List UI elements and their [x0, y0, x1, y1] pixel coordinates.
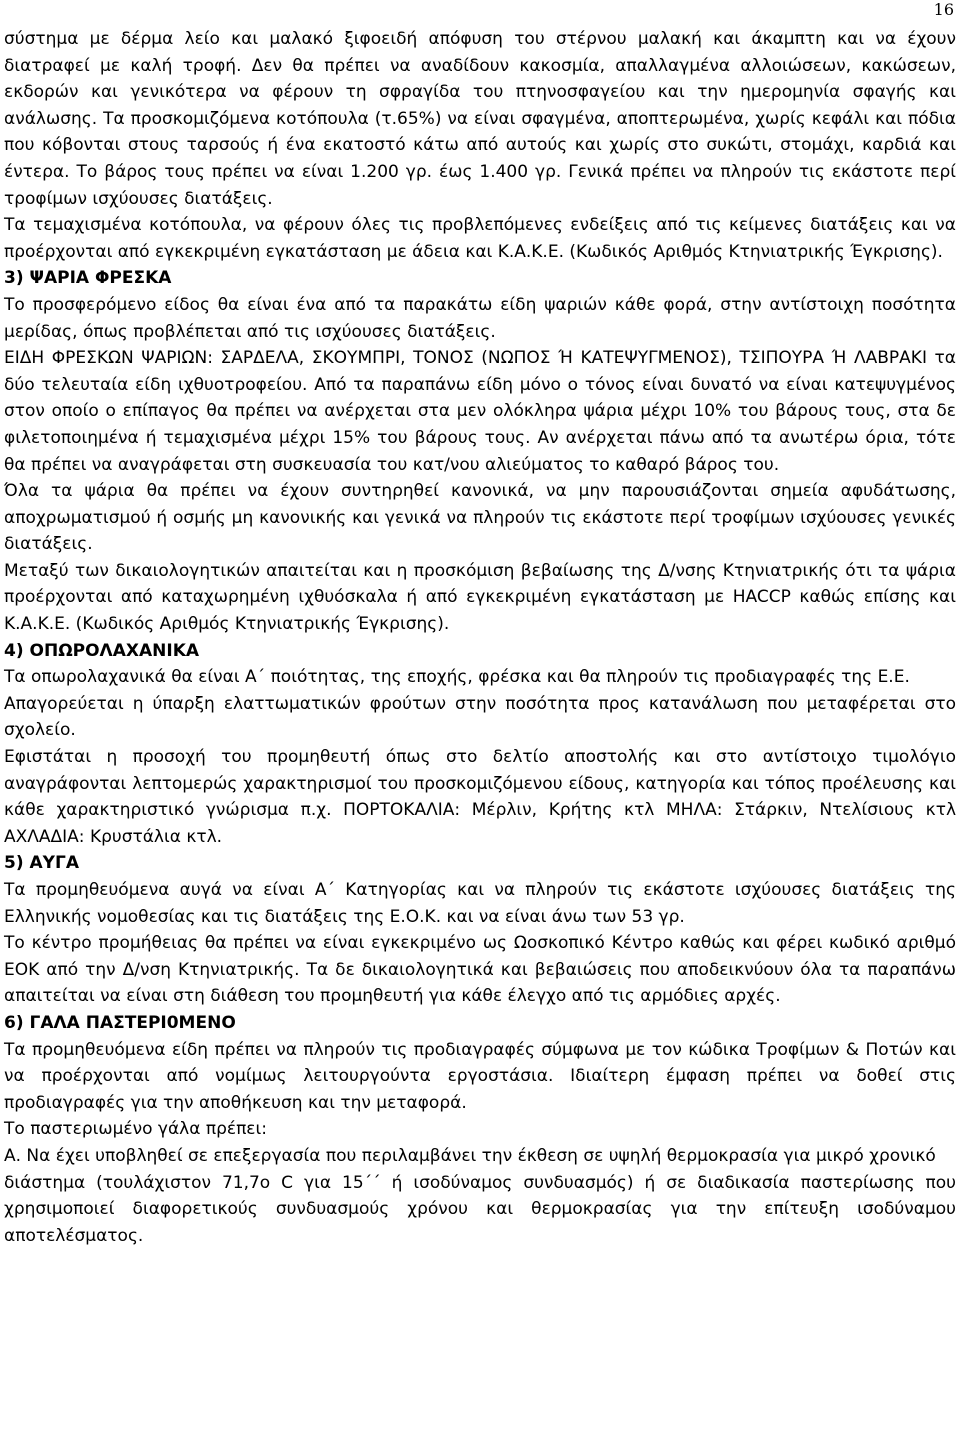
paragraph: Το κέντρο προμήθειας θα πρέπει να είναι εγκεκριμένο ως Ωοσκοπικό Κέντρο καθώς και φέρει κωδικό αριθμό ΕΟΚ από την Δ/νση Κτηνιατρικής. Τα δε δικαιολογητικά και βεβαιώσεις που αποδεικνύουν όλα τα παραπάνω απαιτείται να είναι στη διάθεση του προμηθευτή για κάθε έλεγχο από τις αρμόδιες αρχές. [4, 933, 956, 1007]
paragraph: Το παστεριωμένο γάλα πρέπει: [4, 1119, 267, 1140]
section-heading: 6) ΓΑΛΑ ΠΑΣΤΕΡΙ0ΜΕΝΟ [4, 1012, 236, 1033]
paragraph: Τα οπωρολαχανικά θα είναι Α΄ ποιότητας, της εποχής, φρέσκα και θα πληρούν τις προδιαγραφές της Ε.Ε. [4, 667, 910, 688]
paragraph: Όλα τα ψάρια θα πρέπει να έχουν συντηρηθεί κανονικά, να μην παρουσιάζονται σημεία αφυδάτωσης, αποχρωματισμού ή οσμής μη κανονικής και γενικά να πληρούν τις εκάστοτε περί τροφίμων ισχύουσες γενικές διατάξεις. [4, 481, 956, 555]
paragraph: ΕΙΔΗ ΦΡΕΣΚΩΝ ΨΑΡΙΩΝ: ΣΑΡΔΕΛΑ, ΣΚΟΥΜΠΡΙ, ΤΟΝΟΣ (ΝΩΠΟΣ Ή ΚΑΤΕΨΥΓΜΕΝΟΣ), ΤΣΙΠΟΥΡΑ Ή ΛΑΒΡΑΚΙ τα δύο τελευταία είδη ιχθυοτροφείου. Από τα παραπάνω είδη μόνο ο τόνος είναι δυνατό να είναι κατεψυγμένος στον οποίο ο επίπαγος θα πρέπει να ανέρχεται στα μεν ολόκληρα ψάρια μέχρι 10% του βάρους τους, στα δε φιλετοποιημένα ή τεμαχισμένα μέχρι 15% του βάρους τους. Αν ανέρχεται πάνω από τα ανωτέρω όρια, τότε θα πρέπει να αναγράφεται στη συσκευασία του κατ/νου αλιεύματος το καθαρό βάρος του. [4, 348, 956, 475]
section-heading: 5) ΑΥΓΑ [4, 853, 79, 874]
paragraph: Α. Να έχει υποβληθεί σε επεξεργασία που περιλαμβάνει την έκθεση σε υψηλή θερμοκρασία για μικρό χρονικό [4, 1145, 936, 1166]
paragraph: Τα τεμαχισμένα κοτόπουλα, να φέρουν όλες τις προβλεπόμενες ενδείξεις από τις κείμενες διατάξεις και να προέρχονται από εγκεκριμένη εγκατάσταση με άδεια και Κ.Α.Κ.Ε. (Κωδικός Αριθμός Κτηνιατρικής Έγκρισης). [4, 215, 956, 262]
paragraph: Το προσφερόμενο είδος θα είναι ένα από τα παρακάτω είδη ψαριών κάθε φορά, στην αντίστοιχη ποσότητα μερίδας, όπως προβλέπεται από τις ισχύουσες διατάξεις. [4, 294, 956, 342]
paragraph: Εφιστάται η προσοχή του προμηθευτή όπως στο δελτίο αποστολής και στο αντίστοιχο τιμολόγιο αναγράφονται λεπτομερώς χαρακτηρισμοί του προσκομιζόμενου είδους, κατηγορία και τόπος προέλευσης και κάθε χαρακτηριστικό γνώρισμα π.χ. ΠΟΡΤΟΚΑΛΙΑ: Μέρλιν, Κρήτης κτλ ΜΗΛΑ: Στάρκιν, Ντελίσιους κτλ ΑΧΛΑΔΙΑ: Κρυστάλια κτλ. [4, 747, 956, 847]
document-body [4, 26, 956, 1249]
paragraph: διάστημα (τουλάχιστον 71,7o C για 15΄΄ ή ισοδύναμος συνδυασμός) ή σε διαδικασία παστερίωσης που χρησιμοποιεί διαφορετικούς συνδυασμούς χρόνου και θερμοκρασίας για την επίτευξη ισοδύναμου αποτελέσματος. [4, 1172, 956, 1246]
paragraph: Τα προμηθευόμενα είδη πρέπει να πληρούν τις προδιαγραφές σύμφωνα με τον κώδικα Τροφίμων & Ποτών και να προέρχονται από νομίμως λειτουργούντα εργοστάσια. Ιδιαίτερη έμφαση πρέπει να δοθεί στις προδιαγραφές για την αποθήκευση και την μεταφορά. [4, 1039, 956, 1113]
section-heading: 4) ΟΠΩΡΟΛΑΧΑΝΙΚΑ [4, 640, 200, 661]
page-number: 16 [933, 0, 954, 19]
paragraph: Μεταξύ των δικαιολογητικών απαιτείται και η προσκόμιση βεβαίωσης της Δ/νσης Κτηνιατρικής ότι τα ψάρια προέρχονται από καταχωρημένη ιχθυόσκαλα ή από εγκεκριμένη εγκατάσταση με HACCP καθώς επίσης και Κ.Α.Κ.Ε. (Κωδικός Αριθμός Κτηνιατρικής Έγκρισης). [4, 560, 956, 635]
paragraph: Τα προμηθευόμενα αυγά να είναι Α΄ Κατηγορίας και να πληρούν τις εκάστοτε ισχύουσες διατάξεις της Ελληνικής νομοθεσίας και τις διατάξεις της Ε.Ο.Κ. και να είναι άνω των 53 γρ. [4, 880, 956, 927]
paragraph: σύστημα με δέρμα λείο και μαλακό ξιφοειδή απόφυση του στέρνου μαλακή και άκαμπτη και να έχουν διατραφεί με καλή τροφή. Δεν θα πρέπει να αναδίδουν κακοσμία, απαλλαγμένα αλλοιώσεων, κακώσεων, εκδορών και γενικότερα να φέρουν τη σφραγίδα του πτηνοσφαγείου και την ημερομηνία σφαγής και ανάλωσης. Τα προσκομιζόμενα κοτόπουλα (τ.65%) να είναι σφαγμένα, αποπτερωμένα, χωρίς κεφάλι και πόδια που κόβονται στους ταρσούς ή ένα εκατοστό κάτω από αυτούς και χωρίς στο συκώτι, στομάχι, καρδιά και έντερα. Το βάρος τους πρέπει να είναι 1.200 γρ. έως 1.400 γρ. Γενικά πρέπει να πληρούν τις εκάστοτε περί τροφίμων ισχύουσες διατάξεις. [4, 29, 956, 209]
paragraph: Απαγορεύεται η ύπαρξη ελαττωματικών φρούτων στην ποσότητα προς κατανάλωση που μεταφέρεται στο σχολείο. [4, 693, 956, 741]
section-heading: 3) ΨΑΡΙΑ ΦΡΕΣΚΑ [4, 268, 172, 289]
